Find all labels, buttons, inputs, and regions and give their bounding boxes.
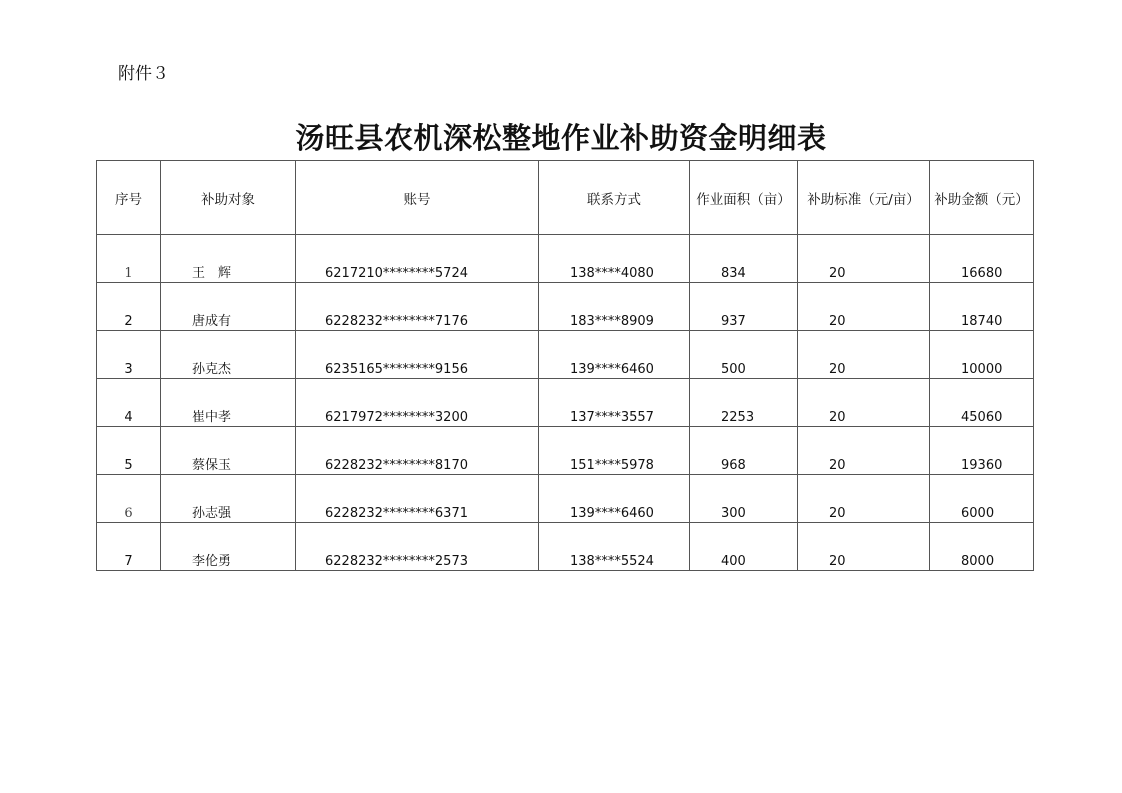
cell-name: 唐成有	[161, 283, 296, 331]
cell-name: 孙志强	[161, 475, 296, 523]
cell-phone: 137****3557	[539, 379, 690, 427]
header-standard: 补助标准（元/亩）	[798, 161, 930, 235]
cell-phone: 139****6460	[539, 331, 690, 379]
table-row	[97, 331, 1034, 379]
cell-account: 6228232********8170	[296, 427, 539, 475]
header-seq: 序号	[97, 161, 161, 235]
cell-standard: 20	[798, 235, 930, 283]
cell-amount: 10000	[930, 331, 1034, 379]
cell-seq: 3	[97, 331, 161, 379]
cell-standard: 20	[798, 283, 930, 331]
header-recipient: 补助对象	[161, 161, 296, 235]
table-row	[97, 235, 1034, 283]
cell-amount: 16680	[930, 235, 1034, 283]
cell-amount: 45060	[930, 379, 1034, 427]
document-title: 汤旺县农机深松整地作业补助资金明细表	[295, 121, 827, 155]
cell-phone: 183****8909	[539, 283, 690, 331]
cell-account: 6228232********2573	[296, 523, 539, 571]
cell-area: 2253	[690, 379, 798, 427]
cell-area: 937	[690, 283, 798, 331]
header-account: 账号	[296, 161, 539, 235]
cell-standard: 20	[798, 475, 930, 523]
subsidy-table	[96, 160, 1034, 571]
cell-area: 300	[690, 475, 798, 523]
cell-name: 孙克杰	[161, 331, 296, 379]
header-amount: 补助金额（元）	[930, 161, 1034, 235]
table-row	[97, 283, 1034, 331]
cell-amount: 18740	[930, 283, 1034, 331]
cell-name: 崔中孝	[161, 379, 296, 427]
cell-account: 6217972********3200	[296, 379, 539, 427]
cell-phone: 151****5978	[539, 427, 690, 475]
table-row	[97, 379, 1034, 427]
cell-phone: 138****4080	[539, 235, 690, 283]
cell-seq: 6	[97, 475, 161, 523]
attachment-label: 附件３	[118, 64, 169, 84]
cell-account: 6235165********9156	[296, 331, 539, 379]
cell-area: 500	[690, 331, 798, 379]
cell-phone: 139****6460	[539, 475, 690, 523]
cell-standard: 20	[798, 379, 930, 427]
cell-area: 400	[690, 523, 798, 571]
cell-name: 李伦勇	[161, 523, 296, 571]
table-header-row	[97, 161, 1034, 235]
cell-phone: 138****5524	[539, 523, 690, 571]
cell-area: 968	[690, 427, 798, 475]
cell-seq: 1	[97, 235, 161, 283]
cell-seq: 2	[97, 283, 161, 331]
cell-seq: 7	[97, 523, 161, 571]
header-area: 作业面积（亩）	[690, 161, 798, 235]
cell-area: 834	[690, 235, 798, 283]
cell-name: 蔡保玉	[161, 427, 296, 475]
cell-standard: 20	[798, 523, 930, 571]
table-row	[97, 427, 1034, 475]
table-row	[97, 475, 1034, 523]
cell-amount: 8000	[930, 523, 1034, 571]
cell-account: 6228232********7176	[296, 283, 539, 331]
table-row	[97, 523, 1034, 571]
cell-name: 王 辉	[161, 235, 296, 283]
cell-account: 6217210********5724	[296, 235, 539, 283]
cell-account: 6228232********6371	[296, 475, 539, 523]
header-contact: 联系方式	[539, 161, 690, 235]
cell-seq: 5	[97, 427, 161, 475]
cell-standard: 20	[798, 427, 930, 475]
cell-standard: 20	[798, 331, 930, 379]
cell-amount: 19360	[930, 427, 1034, 475]
cell-seq: 4	[97, 379, 161, 427]
cell-amount: 6000	[930, 475, 1034, 523]
